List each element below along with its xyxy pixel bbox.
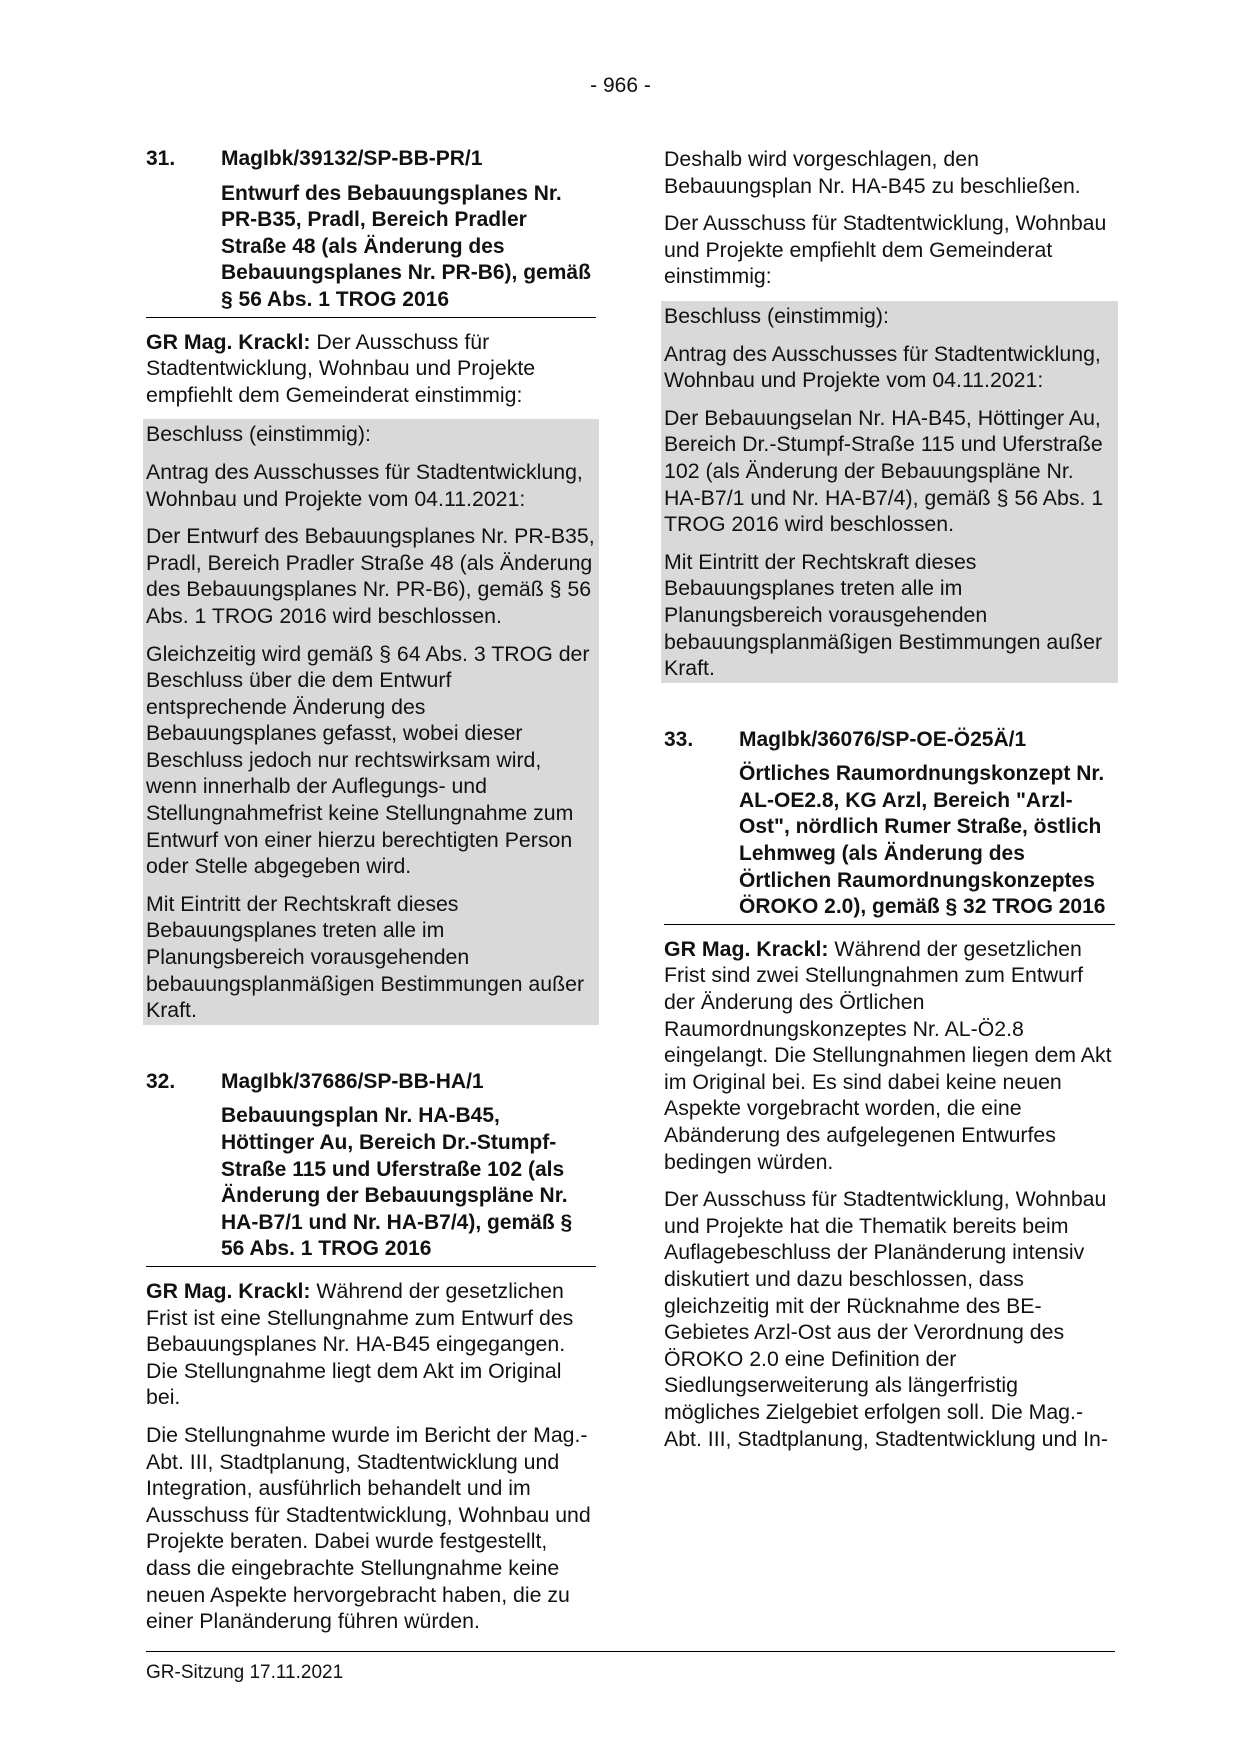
item-code: MagIbk/39132/SP-BB-PR/1 [221,147,483,170]
resolution-label: Beschluss (einstimmig): [664,303,889,328]
item-title: Örtliches Raumordnungskonzept Nr. AL-OE2.8, KG Arzl, Bereich "Arzl-Ost", nördlich Rumer Straße, östlich Lehmweg (als Änderung des Örtlichen Raumordnungskonzeptes ÖROKO 2.0), gemäß § 32 TROG 2016 [739,762,1106,919]
body-paragraph: Der Ausschuss für Stadtentwicklung, Wohnbau und Projekte hat die Thematik bereits beim Auflagebeschluss der Planänderung intensiv diskutiert und dazu beschlossen, dass gleichzeitig mit der Rücknahme des BE-Gebietes Arzl-Ost aus der Verordnung des ÖROKO 2.0 eine Definition der Siedlungserweiterung als längerfristig mögliches Zielgebiet erfolgen soll. Die Mag.-Abt. III, Stadtplanung, Stadtentwicklung und In- [664,1187,1108,1451]
resolution-box [661,301,1118,683]
intro-paragraph [146,1278,596,1411]
resolution-text: Gleichzeitig wird gemäß § 64 Abs. 3 TROG der Beschluss über die dem Entwurf entsprechende Änderung des Bebauungsplanes gefasst, wobei dieser Beschluss jedoch nur rechtswirksam wird, wenn innerhalb der Auflegungs- und Stellungnahmefrist keine Stellungnahme zum Entwurf von einer hierzu berechtigten Person oder Stelle abgegeben wird. [146,641,590,879]
intro-text: Während der gesetzlichen Frist sind zwei Stellungnahmen zum Entwurf der Änderung des Örtlichen Raumordnungskonzeptes Nr. AL-Ö2.8 eingelangt. Die Stellungnahmen liegen dem Akt im Original bei. Es sind dabei keine neuen Aspekte vorgebracht worden, die eine Abänderung des aufgelegenen Entwurfes bedingen würden. [664,936,1112,1174]
resolution-text: Mit Eintritt der Rechtskraft dieses Bebauungsplanes treten alle im Planungsbereich vorausgehenden bebauungsplanmäßigen Bestimmungen außer Kraft. [664,549,1103,681]
item-33-header [664,727,1115,754]
intro-paragraph [664,936,1115,1175]
item-number: 32. [146,1069,176,1093]
resolution-label: Beschluss (einstimmig): [146,422,371,447]
intro-text: Während der gesetzlichen Frist ist eine Stellungnahme zum Entwurf des Bebauungsplanes Nr. HA-B45 eingegangen. Die Stellungnahme liegt dem Akt im Original bei. [146,1278,574,1410]
item-code: MagIbk/36076/SP-OE-Ö25Ä/1 [739,727,1027,751]
resolution-box [143,419,599,1024]
body-paragraph: Deshalb wird vorgeschlagen, den Bebauungsplan Nr. HA-B45 zu beschließen. [664,147,1081,198]
item-number: 33. [664,727,694,751]
body-paragraph: Der Ausschuss für Stadtentwicklung, Wohnbau und Projekte empfiehlt dem Gemeinderat einstimmig: [664,211,1107,289]
speaker: GR Mag. Krackl: [146,1278,311,1303]
intro-paragraph [146,329,596,409]
item-32-header [146,1069,596,1096]
item-code: MagIbk/37686/SP-BB-HA/1 [221,1069,484,1093]
resolution-text: Der Bebauungselan Nr. HA-B45, Höttinger Au, Bereich Dr.-Stumpf-Straße 115 und Uferstraße 102 (als Änderung der Bebauungspläne Nr. HA-B7/1 und Nr. HA-B7/4), gemäß § 56 Abs. 1 TROG 2016 wird beschlossen. [664,405,1104,537]
resolution-text: Der Entwurf des Bebauungsplanes Nr. PR-B35, Pradl, Bereich Pradler Straße 48 (als Änderung des Bebauungsplanes Nr. PR-B6), gemäß § 56 Abs. 1 TROG 2016 wird beschlossen. [146,524,595,628]
divider [146,1266,596,1267]
footer: GR-Sitzung 17.11.2021 [146,1662,344,1683]
right-column [664,146,1115,1463]
resolution-text: Mit Eintritt der Rechtskraft dieses Bebauungsplanes treten alle im Planungsbereich vorausgehenden bebauungsplanmäßigen Bestimmungen außer Kraft. [146,891,585,1023]
item-title: Bebauungsplan Nr. HA-B45, Höttinger Au, Bereich Dr.-Stumpf-Straße 115 und Uferstraße 102 (als Änderung der Bebauungspläne Nr. HA-B7/1 und Nr. HA-B7/4), gemäß § 56 Abs. 1 TROG 2016 [221,1104,573,1261]
footer-divider [146,1651,1115,1652]
body-paragraph: Die Stellungnahme wurde im Bericht der Mag.-Abt. III, Stadtplanung, Stadtentwicklung und Integration, ausführlich behandelt und im Ausschuss für Stadtentwicklung, Wohnbau und Projekte beraten. Dabei wurde festgestellt, dass die eingebrachte Stellungnahme keine neuen Aspekte hervorgebracht haben, die zu einer Planänderung führen würden. [146,1422,591,1634]
divider [664,924,1115,925]
motion-text: Antrag des Ausschusses für Stadtentwicklung, Wohnbau und Projekte vom 04.11.2021: [146,459,583,511]
motion-text: Antrag des Ausschusses für Stadtentwicklung, Wohnbau und Projekte vom 04.11.2021: [664,341,1101,393]
item-31-header [146,146,596,173]
speaker: GR Mag. Krackl: [664,936,829,961]
speaker: GR Mag. Krackl: [146,329,311,354]
intro-text: Der Ausschuss für Stadtentwicklung, Wohnbau und Projekte empfiehlt dem Gemeinderat einstimmig: [146,329,536,407]
page-number: - 966 - [590,74,651,97]
left-column [146,146,596,1646]
item-title: Entwurf des Bebauungsplanes Nr. PR-B35, Pradl, Bereich Pradler Straße 48 (als Änderung des Bebauungsplanes Nr. PR-B6), gemäß § 56 Abs. 1 TROG 2016 [221,181,591,311]
divider [146,317,596,318]
item-number: 31. [146,147,176,170]
